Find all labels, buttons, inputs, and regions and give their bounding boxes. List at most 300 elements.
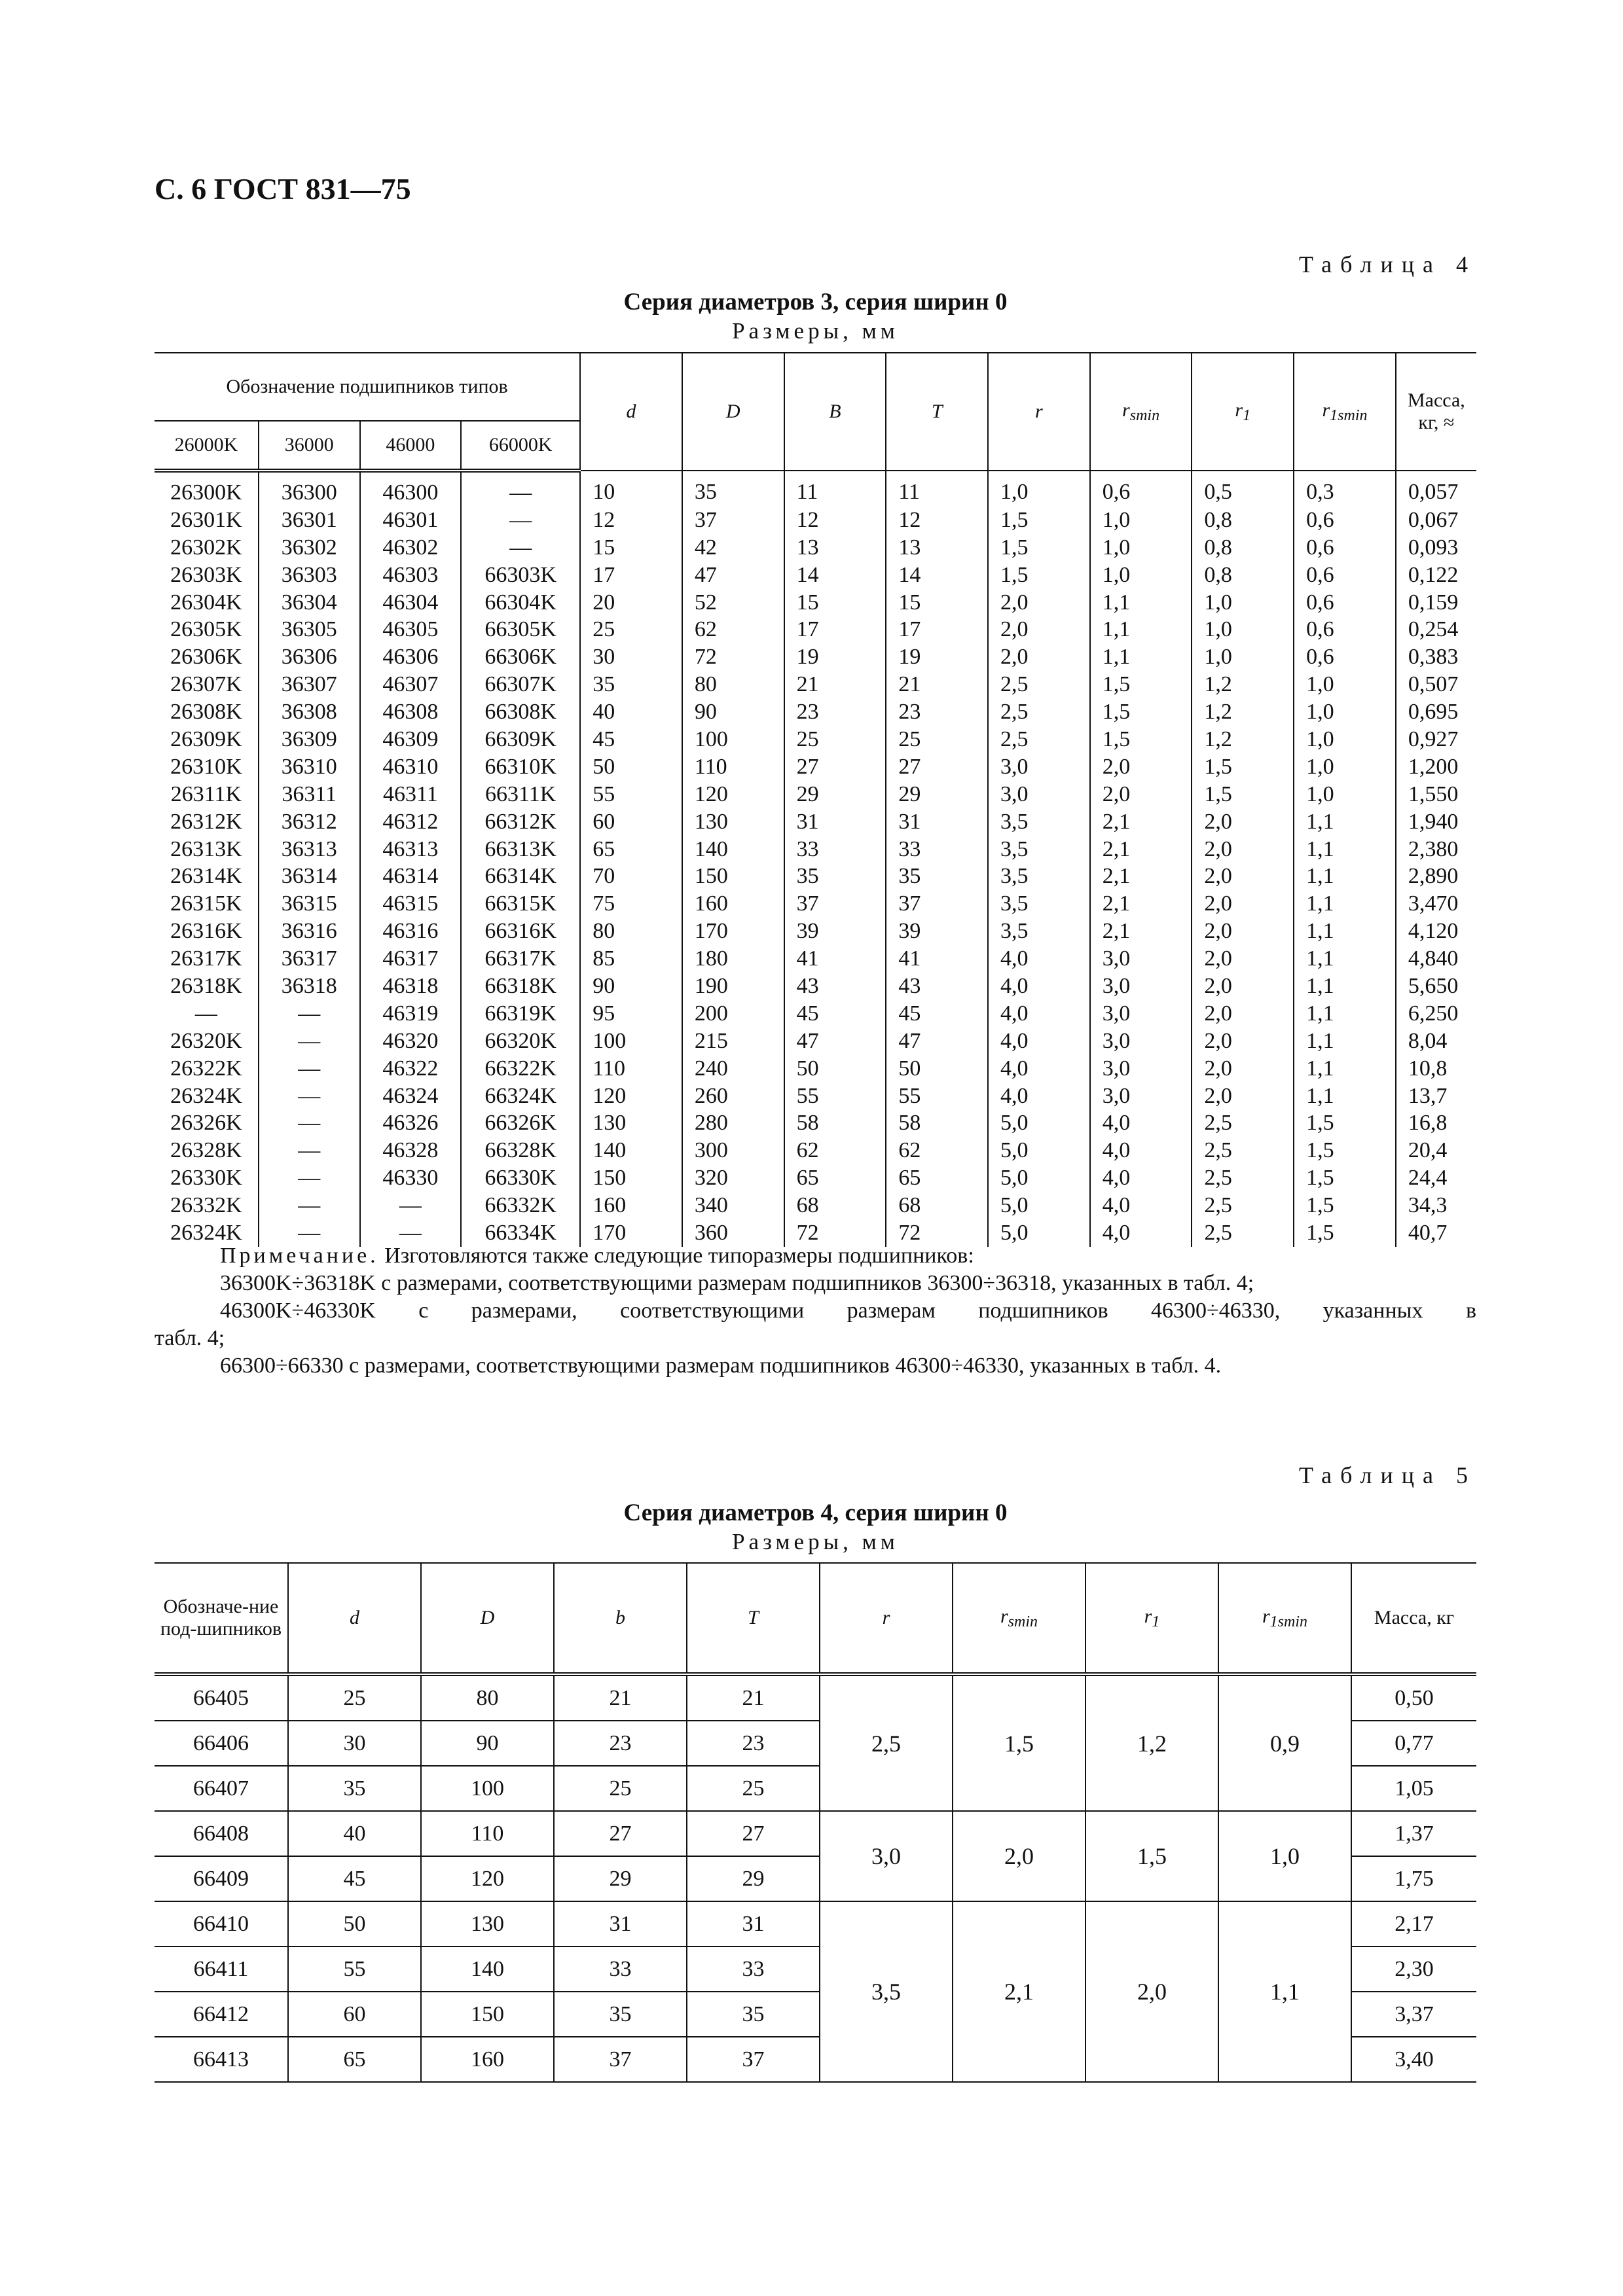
t4-cell: 62 [784, 1137, 886, 1164]
t5-cell: 33 [687, 1946, 820, 1992]
t4-cell: 0,6 [1294, 589, 1396, 617]
t4-cell: 26316K [170, 919, 242, 944]
t4-cell: 26330K [170, 1166, 242, 1191]
t5-row [155, 1811, 1476, 1856]
t4-cell: 36301 [259, 507, 360, 534]
table-5-subtitle: Размеры, мм [732, 1529, 899, 1554]
t4-cell: 1,5 [988, 534, 1090, 562]
t4-cell: 66308K [461, 698, 580, 726]
t4-cell: 3,5 [988, 863, 1090, 890]
t4-cell: 110 [580, 1055, 682, 1083]
t4-cell: 12 [886, 507, 988, 534]
t4-cell: 46322 [360, 1055, 462, 1083]
t4-cell: 36305 [259, 616, 360, 643]
t4-cell: 1,5 [1192, 781, 1294, 808]
t4-cell: 39 [886, 918, 988, 945]
t4-cell: 47 [784, 1028, 886, 1055]
t4-cell: 46313 [360, 836, 462, 863]
t4-row [155, 836, 1476, 863]
t4-cell: 66320K [461, 1028, 580, 1055]
t4-cell: 46310 [360, 753, 462, 781]
t4-cell: 45 [580, 726, 682, 753]
t4-cell: 120 [682, 781, 784, 808]
t4-cell: 100 [682, 726, 784, 753]
t5-header-r1smin: $r_{1smin}$ [1218, 1563, 1351, 1674]
t4-cell: 1,0 [1294, 781, 1396, 808]
note-line-1: 36300K÷36318K с размерами, соответствующими размерам подшипников 36300÷36318, указанных в табл. 4; [220, 1271, 1254, 1295]
t4-cell: 110 [682, 753, 784, 781]
t4-cell: 41 [784, 945, 886, 973]
t4-cell: 46311 [360, 781, 462, 808]
t4-cell: 36304 [259, 589, 360, 617]
t4-cell: 4,0 [988, 1000, 1090, 1028]
t5-cell: 27 [687, 1811, 820, 1856]
t4-cell: 46315 [360, 890, 462, 918]
t5-cell: 21 [687, 1674, 820, 1721]
t4-cell: 26308K [170, 700, 242, 725]
t4-cell: 2,0 [1192, 863, 1294, 890]
t5-cell-mass: 3,37 [1351, 1992, 1476, 2037]
t5-cell-mass: 1,75 [1351, 1856, 1476, 1901]
t4-cell: 2,5 [988, 726, 1090, 753]
t4-cell: 26317K [170, 946, 242, 971]
t5-cell: 27 [554, 1811, 687, 1856]
t5-cell-mass: 1,05 [1351, 1766, 1476, 1811]
t4-cell: 1,1 [1294, 1000, 1396, 1028]
t4-cell: — [461, 507, 580, 534]
t4-cell: 1,5 [1294, 1219, 1396, 1247]
t4-header-rsmin: $r_{smin}$ [1090, 353, 1192, 471]
t4-cell: 26315K [170, 891, 242, 916]
t4-cell: 36311 [259, 781, 360, 808]
t4-row [155, 616, 1476, 643]
t4-cell: 36315 [259, 890, 360, 918]
t4-cell: 25 [580, 616, 682, 643]
t4-cell: 4,0 [988, 1055, 1090, 1083]
t4-cell: 46300 [360, 471, 462, 507]
t4-cell: 2,0 [1090, 781, 1192, 808]
t4-cell: 0,5 [1192, 471, 1294, 507]
t4-row [155, 643, 1476, 671]
t4-cell: 1,0 [1090, 534, 1192, 562]
t4-header-r1smin: $r_{1smin}$ [1294, 353, 1396, 471]
t4-cell: 55 [784, 1083, 886, 1110]
t4-cell: 46319 [360, 1000, 462, 1028]
t4-cell: 62 [682, 616, 784, 643]
t5-cell: 23 [554, 1721, 687, 1766]
t4-cell: 200 [682, 1000, 784, 1028]
t4-body [155, 471, 1476, 1247]
t4-cell: 46324 [360, 1083, 462, 1110]
t5-header-mass: Масса, кг [1351, 1563, 1476, 1674]
t5-cell-mass: 1,37 [1351, 1811, 1476, 1856]
t4-cell: 1,1 [1090, 643, 1192, 671]
t5-group-rsmin: 1,5 [953, 1674, 1085, 1811]
t4-row [155, 1083, 1476, 1110]
t4-cell: 66324K [461, 1083, 580, 1110]
t4-cell: 26324K [170, 1083, 242, 1108]
t4-cell: — [259, 1000, 360, 1028]
table-5-label: Таблица 5 [1299, 1462, 1476, 1488]
t4-cell: 1,1 [1294, 863, 1396, 890]
t5-header-r1: $r_1$ [1085, 1563, 1218, 1674]
t4-cell: 95 [580, 1000, 682, 1028]
t5-cell: 50 [288, 1901, 421, 1946]
t4-cell: 11 [784, 471, 886, 507]
t4-cell: 26313K [170, 836, 242, 861]
t5-body [155, 1674, 1476, 2082]
t4-cell: 120 [580, 1083, 682, 1110]
t4-cell: 4,120 [1396, 918, 1476, 945]
t4-cell: 3,0 [1090, 1000, 1192, 1028]
t4-row [155, 945, 1476, 973]
t4-cell: 1,1 [1294, 890, 1396, 918]
t4-cell: 5,0 [988, 1137, 1090, 1164]
t4-cell: 26300K [170, 480, 242, 505]
t4-cell: 43 [886, 973, 988, 1000]
t4-cell: 2,0 [1192, 1055, 1294, 1083]
t4-cell: 1,0 [1090, 507, 1192, 534]
t4-cell: 0,507 [1396, 671, 1476, 698]
t5-cell: 66405 [155, 1674, 288, 1721]
note-label: Примечание. [220, 1244, 379, 1268]
t4-cell: 1,5 [988, 562, 1090, 589]
t5-cell-mass: 0,77 [1351, 1721, 1476, 1766]
t4-cell: 0,3 [1294, 471, 1396, 507]
t5-cell: 140 [421, 1946, 554, 1992]
t4-cell: 3,470 [1396, 890, 1476, 918]
t4-cell: 66312K [461, 808, 580, 836]
t4-cell: — [259, 1192, 360, 1219]
t4-cell: 27 [886, 753, 988, 781]
t4-row [155, 1055, 1476, 1083]
t4-cell: 25 [886, 726, 988, 753]
t4-cell: 1,0 [1294, 671, 1396, 698]
t4-cell: 1,5 [1294, 1192, 1396, 1219]
t4-row [155, 507, 1476, 534]
t4-cell: 66315K [461, 890, 580, 918]
t4-cell: 3,0 [1090, 1083, 1192, 1110]
t4-cell: 66330K [461, 1164, 580, 1192]
t4-cell: 26305K [170, 617, 242, 642]
t4-cell: 46301 [360, 507, 462, 534]
t4-row [155, 890, 1476, 918]
t4-cell: 4,0 [1090, 1192, 1192, 1219]
t4-cell: 26312K [170, 809, 242, 834]
t4-cell: 1,1 [1294, 1055, 1396, 1083]
t4-cell: 1,5 [1294, 1164, 1396, 1192]
page-header: С. 6 ГОСТ 831—75 [155, 172, 411, 206]
t4-cell: 4,0 [988, 973, 1090, 1000]
t4-cell: 46302 [360, 534, 462, 562]
t5-cell: 23 [687, 1721, 820, 1766]
t4-cell: 100 [580, 1028, 682, 1055]
t4-cell: 46320 [360, 1028, 462, 1055]
t4-cell: — [259, 1083, 360, 1110]
t5-cell: 45 [288, 1856, 421, 1901]
t4-cell: 26303K [170, 562, 242, 587]
t4-type-header-46000: 46000 [360, 421, 462, 471]
t4-cell: 34,3 [1396, 1192, 1476, 1219]
t4-cell: 2,890 [1396, 863, 1476, 890]
t4-cell: 300 [682, 1137, 784, 1164]
t4-cell: 46317 [360, 945, 462, 973]
t5-cell: 31 [687, 1901, 820, 1946]
t5-cell: 66410 [155, 1901, 288, 1946]
t4-row [155, 534, 1476, 562]
t4-cell: 1,0 [1192, 616, 1294, 643]
t4-cell: 66334K [461, 1219, 580, 1247]
t4-row [155, 1109, 1476, 1137]
t4-cell: — [461, 471, 580, 507]
t4-cell: 66322K [461, 1055, 580, 1083]
t4-cell: 21 [784, 671, 886, 698]
t4-cell: 36306 [259, 643, 360, 671]
t4-cell: 15 [580, 534, 682, 562]
t4-header-mass: Масса, кг, ≈ [1396, 353, 1476, 471]
t4-row [155, 671, 1476, 698]
t4-cell: 29 [784, 781, 886, 808]
t4-cell: 50 [886, 1055, 988, 1083]
t4-header-B: B [784, 353, 886, 471]
t5-group-r1: 1,2 [1085, 1674, 1218, 1811]
t4-header-D: D [682, 353, 784, 471]
t4-row [155, 1137, 1476, 1164]
table-4-label: Таблица 4 [1299, 251, 1476, 278]
t4-cell: 130 [682, 808, 784, 836]
t4-cell: 26320K [170, 1028, 242, 1053]
t4-cell: 26326K [170, 1111, 242, 1136]
t4-cell: 1,1 [1294, 808, 1396, 836]
t4-cell: 36313 [259, 836, 360, 863]
t4-cell: 1,5 [1090, 726, 1192, 753]
t5-group-r: 3,5 [820, 1901, 953, 2082]
t4-row [155, 471, 1476, 507]
t4-cell: 30 [580, 643, 682, 671]
t4-cell: 1,0 [1192, 589, 1294, 617]
t4-cell: 17 [886, 616, 988, 643]
t4-cell: 26322K [170, 1056, 242, 1081]
t4-cell: 50 [580, 753, 682, 781]
t4-cell: — [360, 1219, 462, 1247]
t4-cell: 36300 [259, 471, 360, 507]
t4-cell: 2,0 [1192, 890, 1294, 918]
t4-cell: 72 [886, 1219, 988, 1247]
t4-cell: 0,6 [1294, 643, 1396, 671]
t4-cell: 26302K [170, 535, 242, 560]
table-5 [155, 1562, 1476, 2083]
t4-header-T: T [886, 353, 988, 471]
t4-cell: 16,8 [1396, 1109, 1476, 1137]
t4-cell: 1,2 [1192, 698, 1294, 726]
t5-cell: 160 [421, 2037, 554, 2082]
t4-cell: 140 [580, 1137, 682, 1164]
t4-cell: 75 [580, 890, 682, 918]
t5-cell: 55 [288, 1946, 421, 1992]
t5-cell: 35 [288, 1766, 421, 1811]
t5-cell: 25 [687, 1766, 820, 1811]
t5-cell: 80 [421, 1674, 554, 1721]
t4-cell: 4,0 [1090, 1164, 1192, 1192]
t5-cell: 150 [421, 1992, 554, 2037]
t4-cell: 2,0 [1192, 918, 1294, 945]
t4-cell: 0,8 [1192, 562, 1294, 589]
t5-cell: 66409 [155, 1856, 288, 1901]
t5-header-r: r [820, 1563, 953, 1674]
t4-cell: 2,1 [1090, 918, 1192, 945]
t4-cell: 46307 [360, 671, 462, 698]
t4-cell: 66311K [461, 781, 580, 808]
t5-header-rsmin: $r_{smin}$ [953, 1563, 1085, 1674]
t4-cell: 85 [580, 945, 682, 973]
t4-cell: 80 [580, 918, 682, 945]
t4-cell: 26301K [170, 507, 242, 532]
t4-cell: 66332K [461, 1192, 580, 1219]
t4-row [155, 918, 1476, 945]
t4-cell: 130 [580, 1109, 682, 1137]
t4-cell: 0,057 [1396, 471, 1476, 507]
t4-cell: 66328K [461, 1137, 580, 1164]
table-4 [155, 352, 1476, 1247]
table-4-title: Серия диаметров 3, серия ширин 0 [623, 289, 1008, 315]
t4-cell: 46303 [360, 562, 462, 589]
t4-cell: 46308 [360, 698, 462, 726]
t4-cell: 1,5 [988, 507, 1090, 534]
t4-cell: 66314K [461, 863, 580, 890]
t4-cell: 11 [886, 471, 988, 507]
t4-cell: 66309K [461, 726, 580, 753]
t5-cell: 110 [421, 1811, 554, 1856]
t5-cell: 66411 [155, 1946, 288, 1992]
t5-group-rsmin: 2,1 [953, 1901, 1085, 2082]
t4-cell: 2,5 [1192, 1219, 1294, 1247]
t4-cell: 33 [784, 836, 886, 863]
t4-cell: 45 [886, 1000, 988, 1028]
t5-cell: 25 [554, 1766, 687, 1811]
t5-header-T: T [687, 1563, 820, 1674]
t4-cell: 1,1 [1294, 973, 1396, 1000]
t4-cell: 5,0 [988, 1219, 1090, 1247]
t4-cell: 46312 [360, 808, 462, 836]
t4-cell: 36310 [259, 753, 360, 781]
t4-cell: 40 [580, 698, 682, 726]
t4-cell: 0,067 [1396, 507, 1476, 534]
t4-cell: 4,0 [1090, 1109, 1192, 1137]
t4-cell: 46309 [360, 726, 462, 753]
t4-cell: 0,6 [1294, 534, 1396, 562]
t4-cell: 66313K [461, 836, 580, 863]
t4-cell: 0,6 [1294, 562, 1396, 589]
t5-cell: 90 [421, 1721, 554, 1766]
t4-cell: 4,0 [988, 1028, 1090, 1055]
t4-cell: 280 [682, 1109, 784, 1137]
t4-cell: 2,5 [988, 698, 1090, 726]
t4-row [155, 726, 1476, 753]
t5-cell: 66413 [155, 2037, 288, 2082]
t5-cell: 30 [288, 1721, 421, 1766]
t4-cell: 1,1 [1294, 945, 1396, 973]
t5-header-b: b [554, 1563, 687, 1674]
t4-cell: — [461, 534, 580, 562]
t4-cell: 36309 [259, 726, 360, 753]
t5-cell: 35 [554, 1992, 687, 2037]
t4-cell: — [259, 1164, 360, 1192]
t4-cell: 46318 [360, 973, 462, 1000]
t4-cell: 21 [886, 671, 988, 698]
t4-header-d: d [580, 353, 682, 471]
t4-cell: 17 [784, 616, 886, 643]
t5-cell: 37 [687, 2037, 820, 2082]
t4-cell: 19 [784, 643, 886, 671]
t4-cell: 37 [682, 507, 784, 534]
t4-cell: 66303K [461, 562, 580, 589]
t4-cell: 215 [682, 1028, 784, 1055]
t5-cell-mass: 3,40 [1351, 2037, 1476, 2082]
table-4-note [155, 1242, 1476, 1380]
t4-cell: 1,0 [1090, 562, 1192, 589]
t4-cell: 1,5 [1090, 671, 1192, 698]
t4-cell: 2,1 [1090, 863, 1192, 890]
t5-cell-mass: 2,30 [1351, 1946, 1476, 1992]
t4-cell: 52 [682, 589, 784, 617]
t5-cell-mass: 0,50 [1351, 1674, 1476, 1721]
t4-cell: 3,0 [988, 781, 1090, 808]
t4-type-header-36000: 36000 [259, 421, 360, 471]
t4-cell: 46330 [360, 1164, 462, 1192]
t4-cell: 66316K [461, 918, 580, 945]
t4-cell: 19 [886, 643, 988, 671]
t4-type-header-26000K: 26000K [155, 421, 259, 471]
t4-cell: 1,5 [1294, 1109, 1396, 1137]
t4-cell: 46314 [360, 863, 462, 890]
t4-cell: 4,0 [1090, 1137, 1192, 1164]
t4-row [155, 1164, 1476, 1192]
t4-cell: 3,0 [988, 753, 1090, 781]
t4-cell: 26314K [170, 864, 242, 889]
t4-cell: 50 [784, 1055, 886, 1083]
t4-cell: 2,0 [1192, 945, 1294, 973]
t4-cell: 26311K [170, 781, 242, 806]
t4-row [155, 1192, 1476, 1219]
t4-cell: 90 [682, 698, 784, 726]
t4-cell: 1,5 [1294, 1137, 1396, 1164]
t4-cell: 3,5 [988, 890, 1090, 918]
t4-cell: 72 [784, 1219, 886, 1247]
t4-cell: 6,250 [1396, 1000, 1476, 1028]
t4-cell: 0,6 [1294, 616, 1396, 643]
t4-cell: 66307K [461, 671, 580, 698]
t4-cell: 35 [682, 471, 784, 507]
t4-row [155, 973, 1476, 1000]
t4-cell: 20 [580, 589, 682, 617]
t4-cell: 36307 [259, 671, 360, 698]
t5-cell: 60 [288, 1992, 421, 2037]
t4-cell: 66317K [461, 945, 580, 973]
t5-cell: 66408 [155, 1811, 288, 1856]
t4-cell: 62 [886, 1137, 988, 1164]
t4-cell: 46305 [360, 616, 462, 643]
t4-cell: — [360, 1192, 462, 1219]
t4-cell: 1,0 [1294, 753, 1396, 781]
t4-cell: 5,0 [988, 1164, 1090, 1192]
t4-cell: 26328K [170, 1138, 242, 1163]
t4-cell: 2,0 [1192, 1028, 1294, 1055]
t4-row [155, 1028, 1476, 1055]
t4-cell: 2,0 [988, 589, 1090, 617]
t4-cell: 66326K [461, 1109, 580, 1137]
t5-cell: 37 [554, 2037, 687, 2082]
t4-cell: 3,5 [988, 808, 1090, 836]
